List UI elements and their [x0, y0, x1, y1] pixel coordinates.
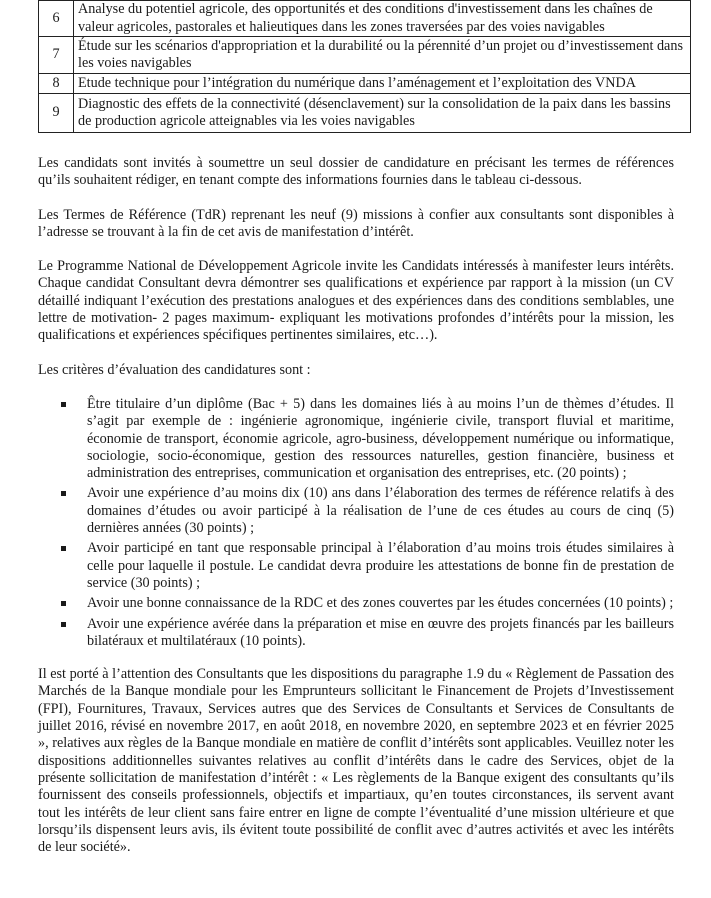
bullet-icon	[61, 622, 66, 627]
bullet-icon	[61, 546, 66, 551]
mission-description: Diagnostic des effets de la connectivité (désenclavement) sur la consolidation de la paix dans les bassins de production agricole atteignables via les voies navigables	[74, 94, 691, 133]
paragraph-invitation: Le Programme National de Développement Agricole invite les Candidats intéressés à manifester leurs intérêts. Chaque candidat Consultant devra démontrer ses qualifications et expérience par rapport à la mission (un CV détaillé indiquant l’exécution des prestations analogues et des expériences dans des conditions semblables, une lettre de motivation- 2 pages maximum- expliquant les motivations profondes d’intérêts pour la mission, les qualifications et expériences spécifiques pertinentes similaires, etc…).	[38, 258, 674, 344]
mission-description: Étude sur les scénarios d'appropriation et la durabilité ou la pérennité d’un projet ou d’investissement dans les voies navigables	[74, 37, 691, 74]
mission-number: 8	[39, 74, 74, 94]
list-item: Avoir participé en tant que responsable principal à l’élaboration d’au moins trois études similaires à celle pour laquelle il postule. Le candidat devra produire les attestations de bonne fin de prestation de service (30 points) ;	[87, 540, 674, 592]
mission-number: 6	[39, 1, 74, 37]
table-row	[39, 1, 691, 37]
mission-description: Etude technique pour l’intégration du numérique dans l’aménagement et l’exploitation des VNDA	[74, 74, 691, 94]
paragraph-criteria-intro: Les critères d’évaluation des candidatures sont :	[38, 361, 311, 378]
missions-table	[38, 0, 691, 133]
table-row	[39, 94, 691, 133]
list-item: Avoir une bonne connaissance de la RDC et des zones couvertes par les études concernées (10 points) ;	[87, 595, 674, 612]
list-item: Avoir une expérience avérée dans la préparation et mise en œuvre des projets financés par les bailleurs bilatéraux et multilatéraux (10 points).	[87, 616, 674, 651]
mission-description: Analyse du potentiel agricole, des opportunités et des conditions d'investissement dans les chaînes de valeur agricoles, pastorales et halieutiques dans les zones traversées par des voies navigables	[74, 1, 691, 37]
bullet-icon	[61, 402, 66, 407]
mission-number: 9	[39, 94, 74, 133]
list-item: Avoir une expérience d’au moins dix (10) ans dans l’élaboration des termes de référence relatifs à des domaines d’études ou avoir participé à la réalisation de l’une de ces études au cours de cinq (5) dernières années (30 points) ;	[87, 485, 674, 537]
paragraph-single-application: Les candidats sont invités à soumettre un seul dossier de candidature en précisant les termes de références qu’ils souhaitent rédiger, en tenant compte des informations fournies dans le tableau ci-dessous.	[38, 155, 674, 189]
paragraph-conflict-of-interest: Il est porté à l’attention des Consultants que les dispositions du paragraphe 1.9 du « Règlement de Passation des Marchés de la Banque mondiale pour les Emprunteurs sollicitant le Financement de Projets d’Investissement (FPI), Fournitures, Travaux, Services autres que des Services de Consultants et Services de Consultants de juillet 2016, révisé en novembre 2017, en août 2018, en novembre 2020, en septembre 2023 et en février 2025 », relatives aux règles de la Banque mondiale en matière de conflit d’intérêts sont applicables. Veuillez noter les dispositions additionnelles suivantes relatives au conflit d’intérêts dans le cadre des Services, objet de la présente sollicitation de manifestation d’intérêt : « Les règlements de la Banque exigent des consultants qu’ils fournissent des conseils professionnels, objectifs et impartiaux, qu’en toutes circonstances, ils servent avant tout les intérêts de leur client sans faire entrer en ligne de compte l’éventualité d’une mission ultérieure et que lorsqu’ils dispensent leurs avis, ils évitent toute possibilité de conflit avec d’autres activités et avec les intérêts de leur société».	[38, 666, 674, 856]
table-row	[39, 74, 691, 94]
paragraph-tdr-availability: Les Termes de Référence (TdR) reprenant les neuf (9) missions à confier aux consultants sont disponibles à l’adresse se trouvant à la fin de cet avis de manifestation d’intérêt.	[38, 206, 674, 240]
list-item: Être titulaire d’un diplôme (Bac + 5) dans les domaines liés à au moins l’un de thèmes d’études. Il s’agit par exemple de : ingénierie agronomique, ingénierie civile, transport fluvial et maritime, économie de transport, économie agricole, agro-business, développement numérique ou informatique, sociologie, socio-économique, gestion des ressources naturelles, gestion financière, business et administration des entreprises, communication et organisation des entreprises, etc. (20 points) ;	[87, 396, 674, 482]
bullet-icon	[61, 601, 66, 606]
criteria-list	[38, 396, 674, 650]
mission-number: 7	[39, 37, 74, 74]
bullet-icon	[61, 491, 66, 496]
table-row	[39, 37, 691, 74]
